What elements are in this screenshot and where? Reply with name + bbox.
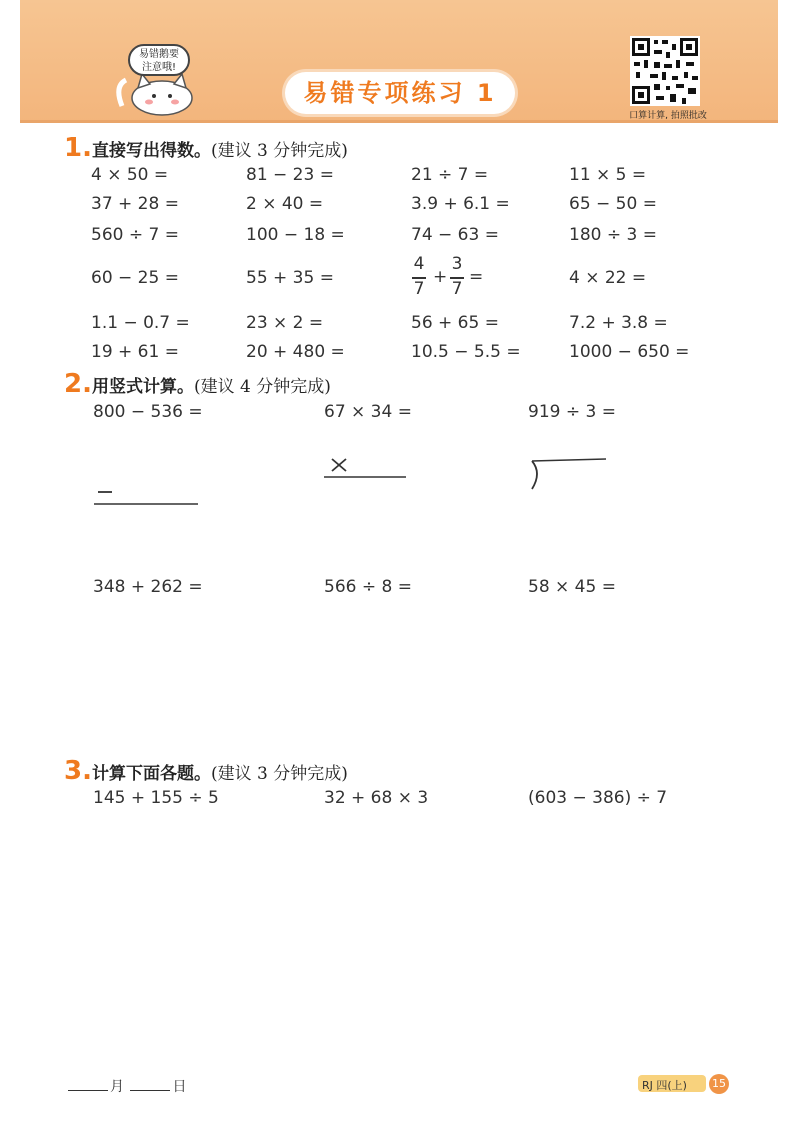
fraction-1-numerator: 4 xyxy=(413,254,425,274)
fraction-problem xyxy=(411,254,491,300)
qr-code-icon[interactable] xyxy=(630,36,700,106)
vertical-problem: 67 × 34 = xyxy=(324,402,412,422)
section-1-title-text: 直接写出得数。 xyxy=(92,141,211,161)
oral-problem: 4 × 50 = xyxy=(91,165,169,185)
handwritten-multiplication-mark xyxy=(322,453,412,483)
vertical-problem: 800 − 536 = xyxy=(93,402,203,422)
oral-problem: 4 × 22 = xyxy=(569,268,647,288)
oral-problem: 180 ÷ 3 = xyxy=(569,225,657,245)
date-line xyxy=(66,1076,186,1096)
mixed-operation-problem: (603 − 386) ÷ 7 xyxy=(528,788,668,808)
oral-problem: 1000 − 650 = xyxy=(569,342,690,362)
oral-problem: 65 − 50 = xyxy=(569,194,657,214)
oral-problem: 37 + 28 = xyxy=(91,194,179,214)
section-2-title xyxy=(92,372,331,397)
fraction-operator: + xyxy=(433,267,448,287)
oral-problem: 56 + 65 = xyxy=(411,313,499,333)
oral-problem: 23 × 2 = xyxy=(246,313,324,333)
speech-bubble xyxy=(128,44,190,76)
oral-problem: 7.2 + 3.8 = xyxy=(569,313,668,333)
section-3-title xyxy=(92,759,348,784)
section-2-number: 2. xyxy=(64,369,92,399)
section-1-number: 1. xyxy=(64,133,92,163)
oral-problem: 10.5 − 5.5 = xyxy=(411,342,521,362)
oral-problem: 1.1 − 0.7 = xyxy=(91,313,190,333)
fraction-1-denominator: 7 xyxy=(413,279,425,299)
oral-problem: 21 ÷ 7 = xyxy=(411,165,489,185)
month-blank[interactable] xyxy=(68,1090,108,1091)
oral-problem: 19 + 61 = xyxy=(91,342,179,362)
fraction-equals: = xyxy=(469,267,484,287)
handwritten-subtraction-mark xyxy=(92,480,202,510)
vertical-problem: 566 ÷ 8 = xyxy=(324,577,412,597)
fraction-2-denominator: 7 xyxy=(451,279,463,299)
fraction-2-numerator: 3 xyxy=(451,254,463,274)
day-label: 日 xyxy=(172,1079,187,1095)
oral-problem: 60 − 25 = xyxy=(91,268,179,288)
bubble-line-2: 注意哦! xyxy=(141,62,176,73)
vertical-problem: 348 + 262 = xyxy=(93,577,203,597)
vertical-problem: 58 × 45 = xyxy=(528,577,616,597)
section-2-hint: (建议 4 分钟完成) xyxy=(194,377,331,397)
page-title: 易错专项练习 1 xyxy=(291,76,509,110)
oral-problem: 74 − 63 = xyxy=(411,225,499,245)
page-number: 15 xyxy=(709,1074,729,1094)
handwritten-division-bracket xyxy=(526,455,616,495)
section-1-hint: (建议 3 分钟完成) xyxy=(211,141,348,161)
mixed-operation-problem: 145 + 155 ÷ 5 xyxy=(93,788,219,808)
mixed-operation-problem: 32 + 68 × 3 xyxy=(324,788,429,808)
section-3-hint: (建议 3 分钟完成) xyxy=(211,764,348,784)
oral-problem: 560 ÷ 7 = xyxy=(91,225,179,245)
section-1-title xyxy=(92,136,348,161)
section-3-title-text: 计算下面各题。 xyxy=(92,764,211,784)
grade-badge-label: RJ 四(上) xyxy=(642,1079,687,1092)
oral-problem: 20 + 480 = xyxy=(246,342,345,362)
section-3-number: 3. xyxy=(64,756,92,786)
oral-problem: 81 − 23 = xyxy=(246,165,334,185)
oral-problem: 3.9 + 6.1 = xyxy=(411,194,510,214)
oral-problem: 55 + 35 = xyxy=(246,268,334,288)
section-2-title-text: 用竖式计算。 xyxy=(92,377,194,397)
month-label: 月 xyxy=(110,1079,124,1095)
vertical-problem: 919 ÷ 3 = xyxy=(528,402,616,422)
day-blank[interactable] xyxy=(130,1090,170,1091)
oral-problem: 11 × 5 = xyxy=(569,165,647,185)
bubble-line-1: 易错鹅要 xyxy=(139,49,179,60)
oral-problem: 100 − 18 = xyxy=(246,225,345,245)
oral-problem: 2 × 40 = xyxy=(246,194,324,214)
qr-caption: 口算计算, 拍照批改 xyxy=(629,111,707,121)
